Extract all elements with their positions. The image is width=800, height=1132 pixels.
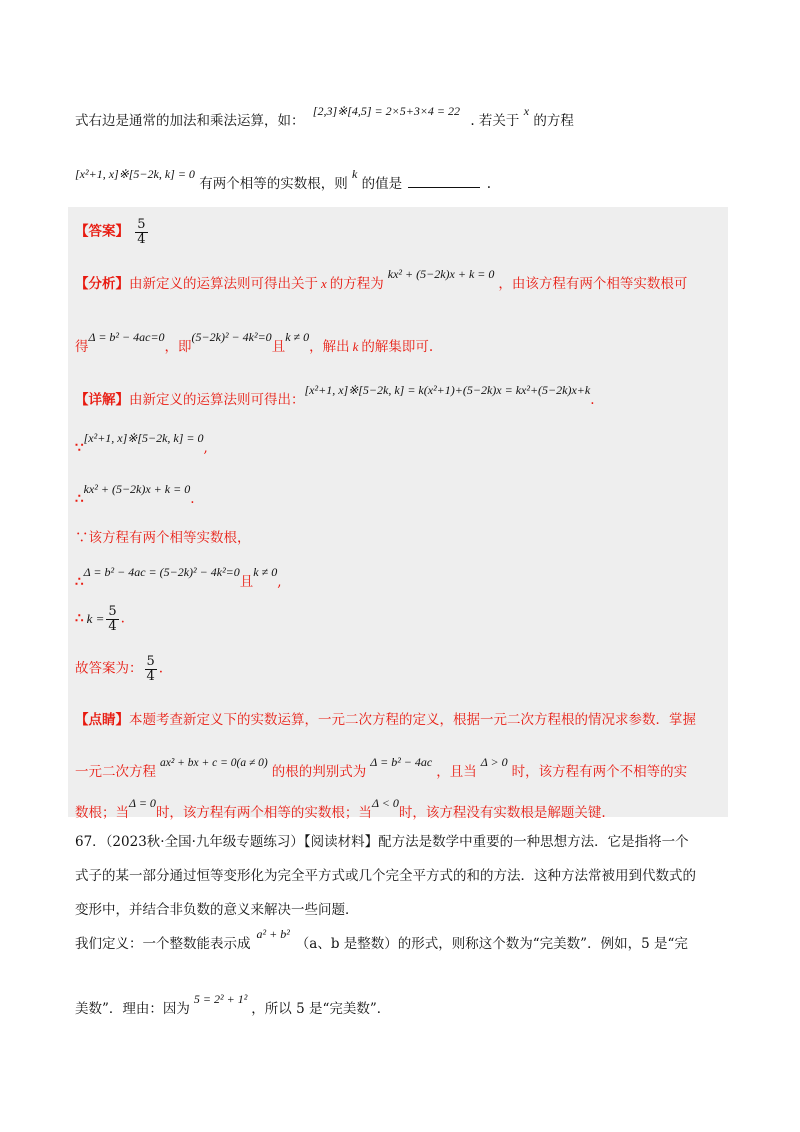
because-equation-1: [x²+1, x]※[5−2k, k] = 0 xyxy=(83,431,204,445)
problem67-line-4 xyxy=(75,927,688,952)
therefore-denominator-3: 4 xyxy=(108,618,117,634)
problem67-equation-1: a² + b² xyxy=(256,927,290,941)
problem67-text-4a: 我们定义：一个整数能表示成 xyxy=(75,936,251,952)
comment-equation-1: ax² + bx + c = 0(a ≠ 0) xyxy=(160,757,268,769)
analysis-equation-3: (5−2k)² − 4k²=0 xyxy=(191,330,272,344)
intro-period: . xyxy=(486,176,492,192)
therefore-text-2: 且 xyxy=(239,574,254,590)
operation-equation: [x²+1, x]※[5−2k, k] = 0 xyxy=(75,167,195,181)
therefore-line-3 xyxy=(75,605,125,633)
analysis-text-3: ，由该方程有两个相等实数根可 xyxy=(498,276,688,292)
therefore-symbol-1: ∴ xyxy=(75,491,84,507)
because-line-2 xyxy=(75,526,251,546)
intro-line-2 xyxy=(75,167,492,192)
therefore-symbol-3: ∴ xyxy=(75,610,84,627)
comment-text-6: 数根；当 xyxy=(75,805,129,821)
analysis-var-x: x xyxy=(321,276,327,291)
comment-label: 【点睛】 xyxy=(75,712,129,728)
final-denominator: 4 xyxy=(146,668,155,684)
example-equation: [2,3]※[4,5] = 2×5+3×4 = 22 xyxy=(312,104,461,118)
answer-label: 【答案】 xyxy=(75,223,129,240)
problem67-text-5a: 美数”．理由：因为 xyxy=(75,1001,190,1017)
problem67-text-1: 67．（2023秋·全国·九年级专题练习）【阅读材料】配方法是数学中重要的一种思想方法．它是指将一个 xyxy=(75,834,689,850)
comment-equation-2: Δ = b² − 4ac xyxy=(370,755,433,769)
therefore-end-1: . xyxy=(190,491,195,507)
therefore-line-2 xyxy=(75,565,282,590)
analysis-line-2 xyxy=(75,330,434,355)
answer-fraction xyxy=(135,218,147,246)
comment-text-7: 时，该方程有两个相等的实数根；当 xyxy=(155,805,372,821)
detail-end-1: . xyxy=(590,392,595,408)
comment-line-2 xyxy=(75,755,688,780)
variable-k: k xyxy=(352,167,358,181)
answer-numerator: 5 xyxy=(137,217,146,232)
comment-text-5: 时，该方程有两个不相等的实 xyxy=(511,764,688,780)
because-line-1 xyxy=(75,431,208,456)
analysis-label: 【分析】 xyxy=(75,276,129,292)
intro-text-1: 式右边是通常的加法和乘法运算，如： xyxy=(75,113,305,129)
comment-equation-5: Δ < 0 xyxy=(371,796,399,810)
analysis-text-7: ，解出 xyxy=(309,339,350,355)
intro-text-5: 的值是 xyxy=(361,176,403,192)
variable-x: x xyxy=(523,104,530,118)
answer-denominator: 4 xyxy=(137,231,146,247)
problem67-line-3 xyxy=(75,898,359,918)
therefore-line-1 xyxy=(75,482,195,507)
analysis-equation-2: Δ = b² − 4ac=0 xyxy=(88,330,165,344)
comment-text-2: 一元二次方程 xyxy=(75,764,156,780)
comment-equation-3: Δ > 0 xyxy=(480,755,508,769)
comment-equation-4: Δ = 0 xyxy=(129,796,156,810)
therefore-symbol-2: ∴ xyxy=(75,574,84,590)
comment-text-8: 时，该方程没有实数根是解题关键. xyxy=(398,805,606,821)
analysis-var-k: k xyxy=(352,339,359,354)
final-text: 故答案为： xyxy=(75,660,143,677)
therefore-equation-1: kx² + (5−2k)x + k = 0 xyxy=(83,482,191,496)
comment-line-1 xyxy=(75,708,696,728)
therefore-lhs-3: k = xyxy=(86,610,105,626)
answer-blank xyxy=(408,187,480,188)
analysis-equation-4: k ≠ 0 xyxy=(285,330,310,344)
final-line xyxy=(75,655,163,683)
problem67-line-5 xyxy=(75,992,391,1017)
intro-text-4: 有两个相等的实数根，则 xyxy=(199,176,348,192)
analysis-text-8: 的解集即可. xyxy=(361,339,434,355)
final-end: . xyxy=(158,660,164,677)
intro-text-3: 的方程 xyxy=(533,113,574,129)
detail-text-1: 由新定义的运算法则可得出： xyxy=(129,392,305,408)
analysis-equation-1: kx² + (5−2k)x + k = 0 xyxy=(387,267,495,281)
problem67-equation-2: 5 = 2² + 1² xyxy=(193,992,248,1006)
detail-equation-1: [x²+1, x]※[5−2k, k] = k(x²+1)+(5−2k)x = kx²+(5−2k)x+k xyxy=(304,383,591,397)
comment-line-3 xyxy=(75,796,606,821)
comment-text-1: 本题考查新定义下的实数运算，一元二次方程的定义，根据一元二次方程根的情况求参数．掌握 xyxy=(129,712,696,728)
because-text-2: ∵该方程有两个相等实数根， xyxy=(75,530,251,546)
problem67-text-2: 式子的某一部分通过恒等变形化为完全平方式或几个完全平方式的和的方法．这种方法常被用到代数式的 xyxy=(75,868,696,884)
problem67-text-5b: ，所以 5 是“完美数”． xyxy=(251,1001,391,1017)
therefore-numerator-3: 5 xyxy=(108,604,117,619)
analysis-text-6: 且 xyxy=(271,339,286,355)
problem67-line-1 xyxy=(75,830,689,850)
final-fraction xyxy=(145,655,157,683)
therefore-equation-2: Δ = b² − 4ac = (5−2k)² − 4k²=0 xyxy=(83,565,240,579)
therefore-end-3: . xyxy=(120,610,125,627)
detail-line-1 xyxy=(75,383,595,408)
therefore-end-2: , xyxy=(277,574,282,590)
analysis-text-4: 得 xyxy=(75,339,89,355)
therefore-equation-2b: k ≠ 0 xyxy=(253,565,278,579)
problem67-line-2 xyxy=(75,864,696,884)
comment-text-3: 的根的判别式为 xyxy=(271,764,367,780)
problem67-text-4b: （a、b 是整数）的形式，则称这个数为“完美数”．例如，5 是“完 xyxy=(295,936,688,952)
answer-line xyxy=(75,218,150,246)
problem67-text-3: 变形中，并结合非负数的意义来解决一些问题． xyxy=(75,902,359,918)
detail-label: 【详解】 xyxy=(75,392,129,408)
therefore-fraction-3 xyxy=(106,605,118,633)
final-numerator: 5 xyxy=(146,654,155,669)
analysis-text-1: 由新定义的运算法则可得出关于 xyxy=(129,276,318,292)
because-symbol-1: ∵ xyxy=(75,440,84,456)
analysis-line-1 xyxy=(75,267,688,292)
analysis-text-5: ，即 xyxy=(164,339,192,355)
intro-line-1 xyxy=(75,104,574,129)
because-end-1: , xyxy=(203,440,208,456)
analysis-text-2: 的方程为 xyxy=(329,276,384,292)
intro-text-2: . 若关于 xyxy=(470,113,520,129)
comment-text-4: ，且当 xyxy=(436,764,477,780)
